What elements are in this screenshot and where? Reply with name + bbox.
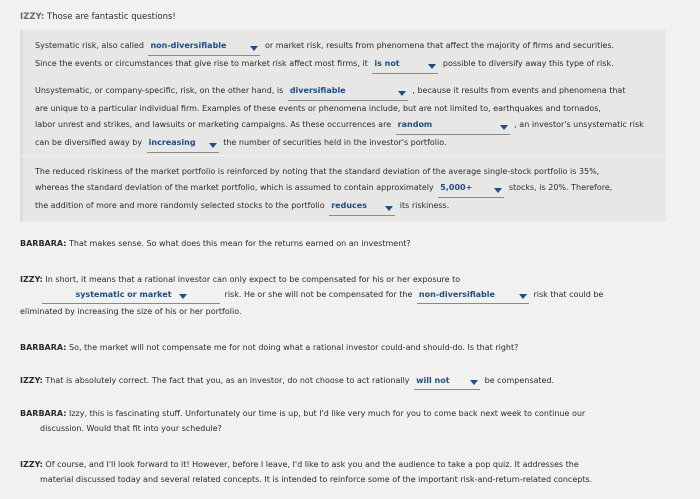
dialogue-izzy-4: IZZY: That is absolutely correct. The fact that you, as an investor, do not choose to act rationally will not be compensated. [20, 373, 666, 390]
dialogue-barbara-1: BARBARA: That makes sense. So what does this mean for the returns earned on an investment? [20, 239, 411, 248]
dialogue-barbara-5: BARBARA: Izzy, this is fascinating stuff. Unfortunately our time is up, but I'd like very much for you to come back next week to continue our discussion. Would that fit into your schedule? [20, 409, 586, 433]
dialogue-izzy-2: IZZY: In short, it means that a rational investor can only expect to be compensated for his or her exposure to systematic or market risk. He or she will not be compensated for the non-diversifiable risk that could be eliminated by increasing the size of his or her portfolio. [20, 275, 604, 316]
dropdown-uncompensated-risk[interactable]: non-diversifiable [417, 287, 529, 304]
intro-line [20, 12, 176, 22]
dropdown-occurrences[interactable]: random [396, 117, 510, 135]
chevron-down-icon [398, 91, 406, 96]
chevron-down-icon [470, 380, 478, 385]
dropdown-reduces[interactable]: reduces [329, 198, 395, 216]
market-portfolio-paragraph: The reduced riskiness of the market portfolio is reinforced by noting that the standard deviation of the average single-stock portfolio is 35%, whereas the standard deviation of the market portfolio, which is assumed to contain approximately 5,000+ stocks, is 20%. Therefore, the addition of more and more randomly selected stocks to the portfolio reduces its riskiness. [35, 164, 654, 216]
speaker-izzy: IZZY: [20, 376, 43, 385]
dialogue-barbara-3: BARBARA: So, the market will not compensate me for not doing what a rational investor could-and should-do. Is that right? [20, 343, 519, 352]
chevron-down-icon [179, 294, 187, 299]
dropdown-is-not[interactable]: is not [372, 56, 438, 74]
chevron-down-icon [428, 64, 436, 69]
chevron-down-icon [209, 143, 217, 148]
systematic-paragraph: Systematic risk, also called non-diversifiable or market risk, results from phenomena that affect the majority of firms and securities. Since the events or circumstances that give rise to market risk affect most firms, it is not possible to diversify away this type of risk. [35, 38, 654, 74]
speaker-barbara: BARBARA: [20, 239, 67, 248]
chevron-down-icon [519, 294, 527, 299]
chevron-down-icon [250, 46, 258, 51]
dialogue-izzy-6: IZZY: Of course, and I'll look forward to it! However, before I leave, I'd like to ask you and the audience to take a pop quiz. It addresses the material discussed today and several related concepts. It is intended to reinforce some of the important risk-and-return-related concepts. [20, 460, 593, 484]
chevron-down-icon [494, 188, 502, 193]
speaker-izzy: IZZY: [20, 12, 45, 22]
speaker-izzy: IZZY: [20, 275, 43, 284]
dropdown-compensated-risk[interactable]: systematic or market [42, 287, 220, 304]
market-portfolio-panel [20, 156, 666, 222]
chevron-down-icon [500, 125, 508, 130]
dropdown-will-not[interactable]: will not [414, 373, 480, 390]
dropdown-systematic-alias[interactable]: non-diversifiable [148, 38, 260, 56]
intro-text: Those are fantastic questions! [47, 12, 176, 22]
systematic-risk-panel [20, 30, 666, 155]
chevron-down-icon [385, 206, 393, 211]
unsystematic-paragraph: Unsystematic, or company-specific, risk, on the other hand, is diversifiable , because it results from events and phenomena that are unique to a particular individual firm. Examples of these events or phenomena include, but are not limited to, earthquakes and tornados, labor unrest and strikes, and lawsuits or marketing campaigns. As these occurrences are random , an investor's unsystematic risk can be diversified away by increasing the number of securities held in the investor's portfolio. [35, 83, 654, 153]
dropdown-unsystematic-type[interactable]: diversifiable [288, 83, 408, 101]
speaker-barbara: BARBARA: [20, 409, 67, 418]
speaker-izzy: IZZY: [20, 460, 43, 469]
dropdown-increasing[interactable]: increasing [147, 135, 219, 153]
speaker-barbara: BARBARA: [20, 343, 67, 352]
dropdown-stock-count[interactable]: 5,000+ [438, 180, 504, 198]
